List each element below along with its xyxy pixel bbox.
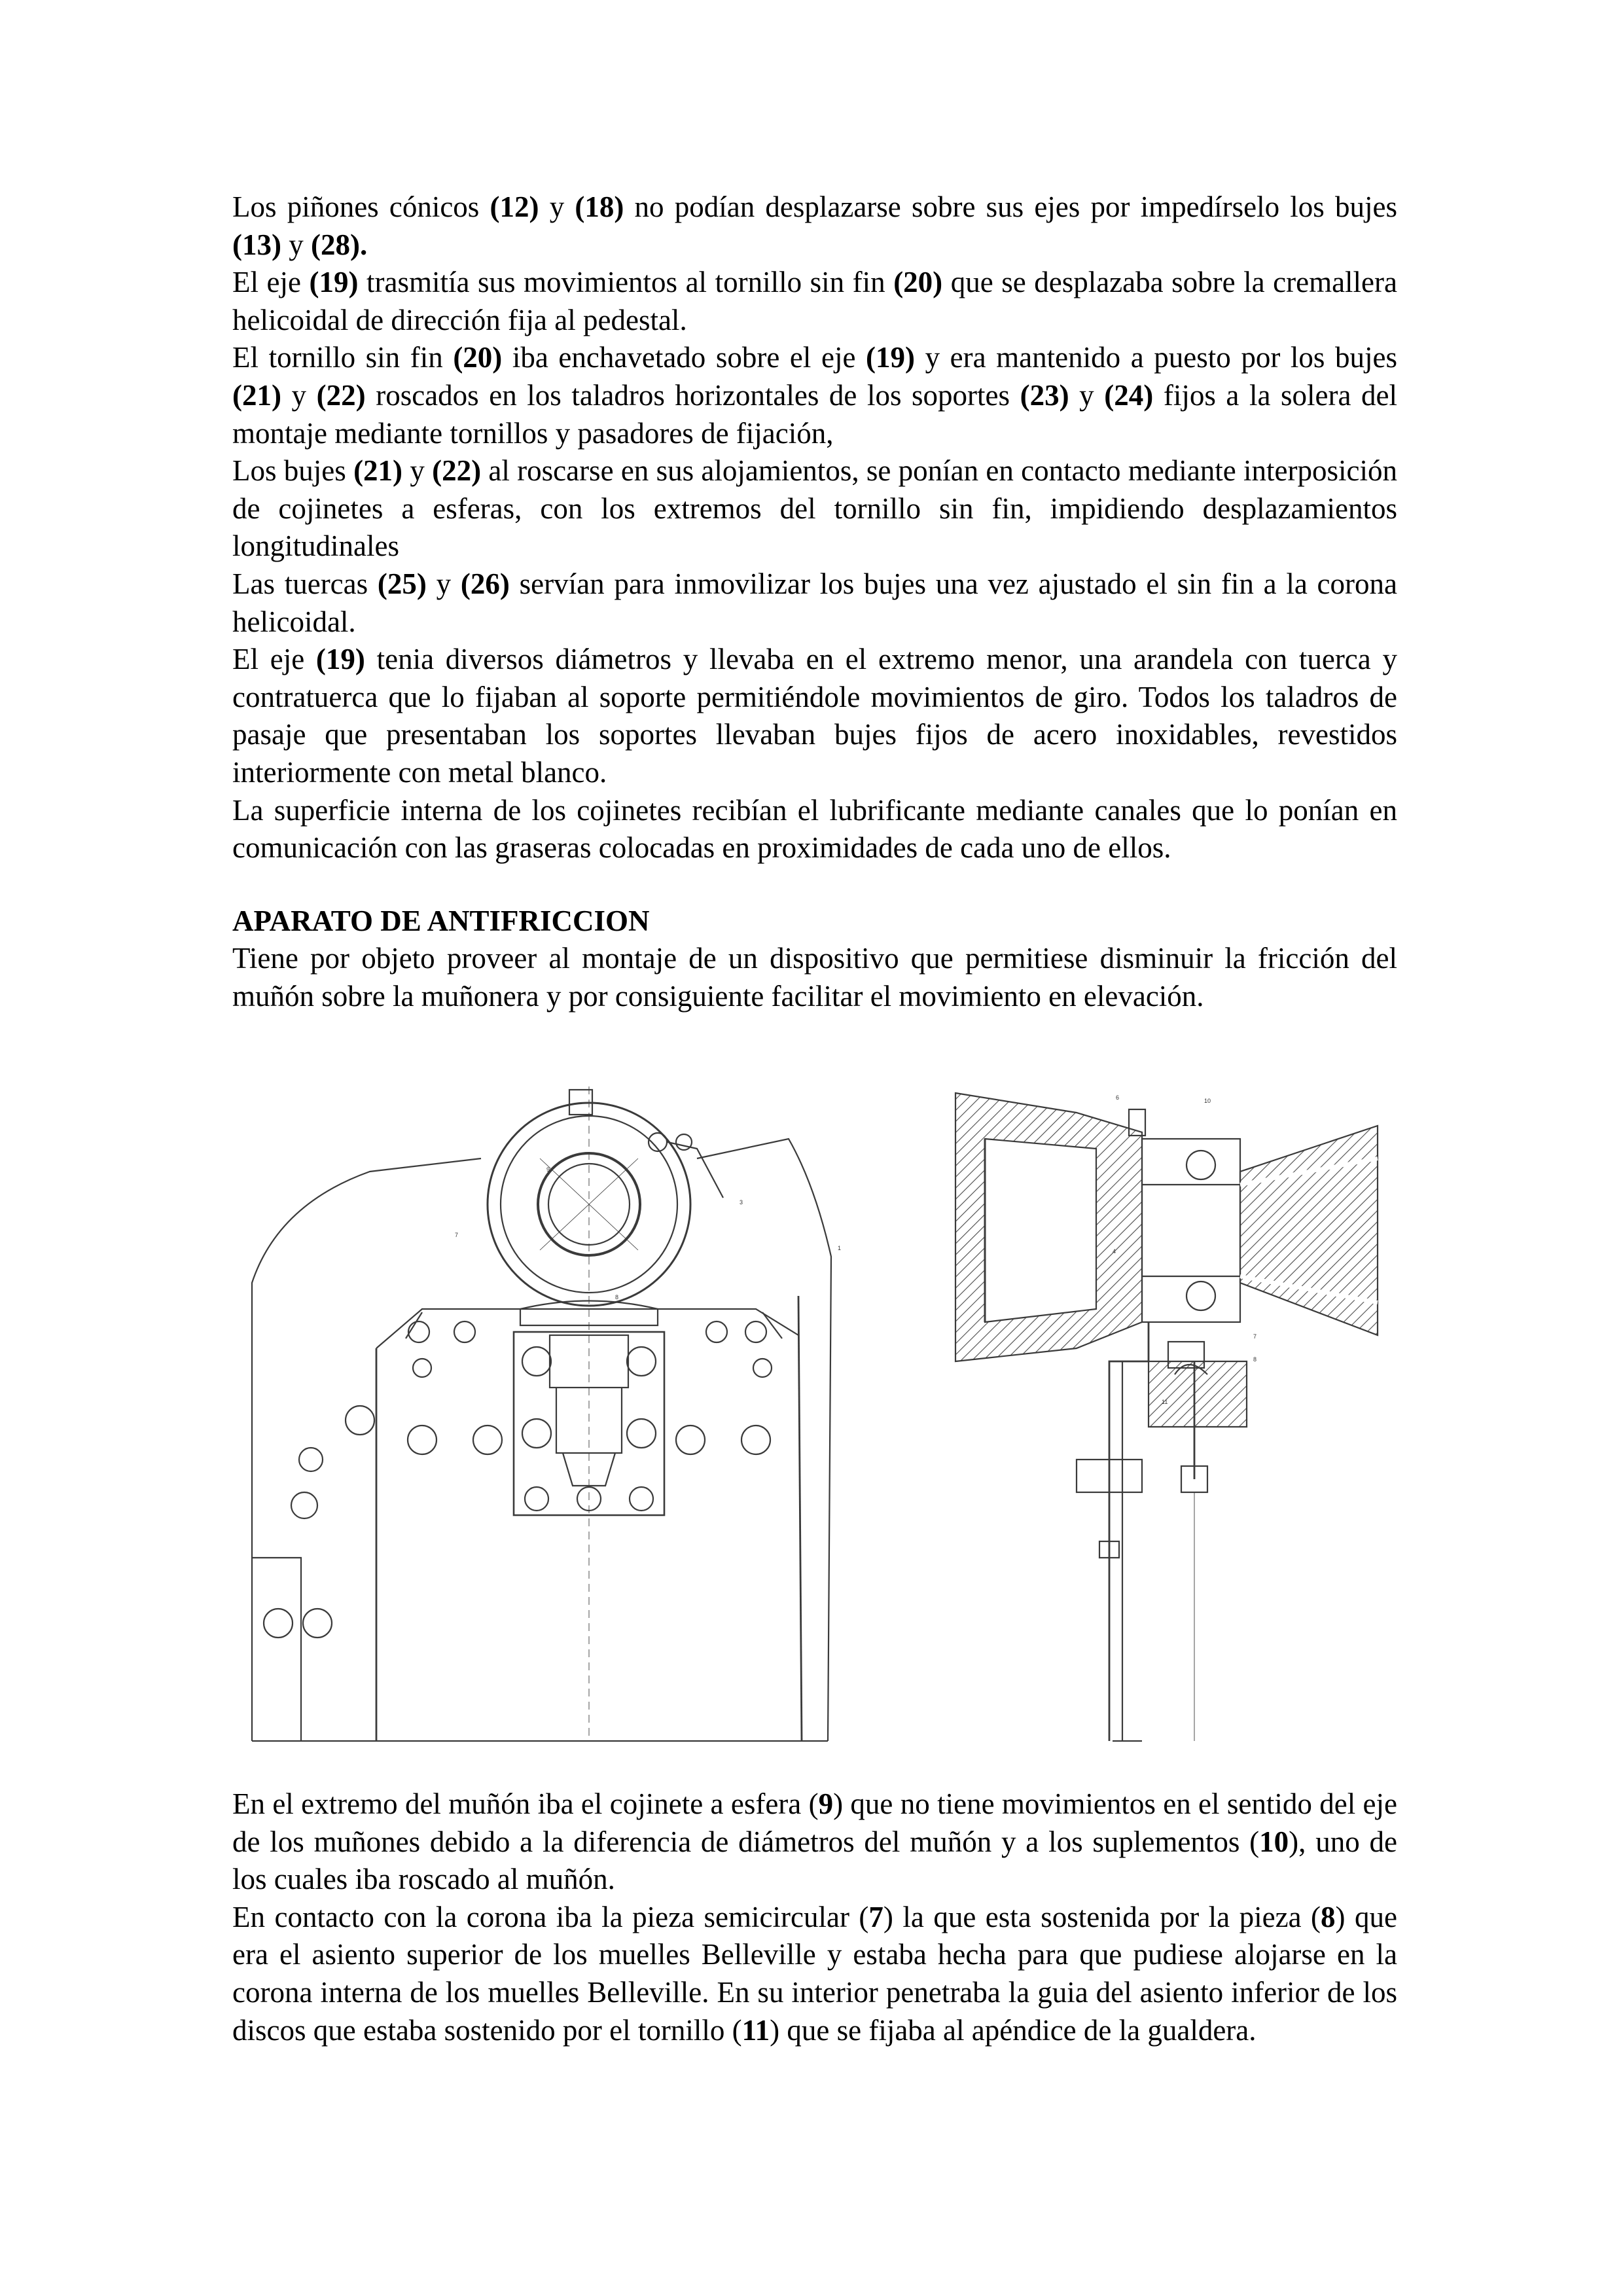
reference-number: (24) bbox=[1104, 378, 1154, 412]
reference-number: (25) bbox=[377, 567, 427, 600]
text-run: y era mantenido a puesto por los bujes bbox=[915, 341, 1397, 374]
body-text-top bbox=[232, 188, 1397, 1015]
reference-number: 7 bbox=[868, 1900, 883, 1933]
reference-number: (18) bbox=[575, 190, 624, 223]
reference-number: (13) bbox=[232, 228, 281, 261]
text-run: y bbox=[281, 228, 311, 261]
reference-number: (12) bbox=[490, 190, 539, 223]
text-run: iba enchavetado sobre el eje bbox=[502, 341, 866, 374]
text-run: En contacto con la corona iba la pieza semicircular ( bbox=[232, 1900, 869, 1933]
reference-number: (23) bbox=[1020, 378, 1069, 412]
reference-number: (22) bbox=[316, 378, 366, 412]
callout-11: 11 bbox=[1162, 1399, 1168, 1405]
text-run: El eje bbox=[232, 643, 316, 676]
text-run: que se desplazaba sobre la cremallera helicoidal de dirección fija al pedestal. bbox=[232, 266, 1397, 336]
text-run: fijos a la solera del montaje mediante tornillos y pasadores de fijación, bbox=[232, 378, 1398, 450]
body-text-bottom bbox=[232, 1785, 1397, 2049]
text-run: En el extremo del muñón iba el cojinete a esfera ( bbox=[232, 1787, 819, 1820]
text-run: ), uno de los cuales iba roscado al muñón. bbox=[232, 1825, 1397, 1896]
reference-number: (19) bbox=[309, 266, 359, 299]
callout-7: 7 bbox=[1253, 1333, 1257, 1340]
paragraph bbox=[232, 1785, 1397, 1899]
text-run: trasmitía sus movimientos al tornillo sin fin bbox=[358, 266, 894, 299]
text-run: tenia diversos diámetros y llevaba en el extremo menor, una arandela con tuerca y contratuerca que lo fijaban al soporte permitiéndole movimientos de giro. Todos los taladros de pasaje que presentaban los soportes llevaban bujes fijos de acero inoxidables, revestidos interiormente con metal blanco. bbox=[232, 643, 1397, 789]
section-intro: Tiene por objeto proveer al montaje de un dispositivo que permitiese disminuir la fricción del muñón sobre la muñonera y por consiguiente facilitar el movimiento en elevación. bbox=[232, 942, 1397, 1013]
reference-number: (20) bbox=[893, 266, 943, 299]
callout-8: 8 bbox=[615, 1294, 619, 1300]
paragraph bbox=[232, 452, 1397, 565]
paragraph bbox=[232, 565, 1397, 641]
callout-8: 8 bbox=[1253, 1356, 1257, 1363]
text-run: El tornillo sin fin bbox=[232, 341, 454, 374]
antifriction-side-section-drawing bbox=[946, 1086, 1420, 1754]
text-run: roscados en los taladros horizontales de los soportes bbox=[365, 378, 1020, 412]
text-run: al roscarse en sus alojamientos, se ponían en contacto mediante interposición de cojinetes a esferas, con los extremos del tornillo sin fin, impidiendo desplazamientos longitudinales bbox=[232, 454, 1397, 563]
text-run: La superficie interna de los cojinetes recibían el lubrificante mediante canales que lo ponían en comunicación con las graseras colocadas en proximidades de cada uno de ellos. bbox=[232, 793, 1397, 865]
callout-9: 9 bbox=[546, 1166, 550, 1173]
paragraph bbox=[232, 792, 1397, 867]
paragraph bbox=[232, 339, 1397, 452]
callout-10: 10 bbox=[1204, 1098, 1211, 1104]
reference-number: (20) bbox=[453, 341, 503, 374]
text-run: y bbox=[402, 454, 433, 488]
paragraph-list-top bbox=[232, 188, 1397, 867]
antifriction-front-view-drawing bbox=[239, 1086, 929, 1754]
text-run: El eje bbox=[232, 266, 310, 299]
callout-7: 7 bbox=[455, 1232, 459, 1238]
paragraph bbox=[232, 264, 1397, 339]
reference-number: (19) bbox=[315, 643, 365, 676]
text-run: Los piñones cónicos bbox=[232, 190, 490, 223]
callout-4: 4 bbox=[1113, 1248, 1116, 1255]
callout-1: 1 bbox=[838, 1245, 842, 1251]
reference-number: (22) bbox=[432, 454, 482, 488]
paragraph bbox=[232, 1899, 1397, 2049]
reference-number: (21) bbox=[232, 378, 281, 412]
text-run: Las tuercas bbox=[232, 567, 378, 600]
text-run: y bbox=[281, 378, 317, 412]
text-run: servían para inmovilizar los bujes una vez ajustado el sin fin a la corona helicoidal. bbox=[232, 567, 1397, 638]
reference-number: (28). bbox=[310, 228, 368, 261]
text-run: Los bujes bbox=[232, 454, 354, 488]
text-run: y bbox=[426, 567, 461, 600]
reference-number: (19) bbox=[866, 341, 915, 374]
text-run: y bbox=[539, 190, 575, 223]
text-run: ) que no tiene movimientos en el sentido del eje de los muñones debido a la diferencia de diámetros del muñón y a los suplementos ( bbox=[232, 1787, 1397, 1858]
reference-number: (26) bbox=[460, 567, 510, 600]
section-heading: APARATO DE ANTIFRICCION bbox=[232, 904, 650, 937]
callout-3: 3 bbox=[740, 1199, 743, 1206]
paragraph-list-bottom bbox=[232, 1785, 1397, 2049]
callout-6: 6 bbox=[1116, 1094, 1120, 1101]
text-run: ) la que esta sostenida por la pieza ( bbox=[883, 1900, 1321, 1933]
text-run: ) que se fijaba al apéndice de la gualdera. bbox=[770, 2013, 1257, 2047]
reference-number: 11 bbox=[741, 2013, 770, 2047]
paragraph bbox=[232, 188, 1397, 264]
text-run: y bbox=[1069, 378, 1105, 412]
text-run: no podían desplazarse sobre sus ejes por impedírselo los bujes bbox=[624, 190, 1397, 223]
reference-number: (21) bbox=[353, 454, 403, 488]
paragraph bbox=[232, 641, 1397, 791]
reference-number: 9 bbox=[818, 1787, 834, 1820]
reference-number: 10 bbox=[1259, 1825, 1289, 1858]
text-run: ) que era el asiento superior de los muelles Belleville y estaba hecha para que pudiese alojarse en la corona interna de los muelles Belleville. En su interior penetraba la guia del asiento inferior de los discos que estaba sostenido por el tornillo ( bbox=[232, 1900, 1397, 2047]
reference-number: 8 bbox=[1321, 1900, 1336, 1933]
